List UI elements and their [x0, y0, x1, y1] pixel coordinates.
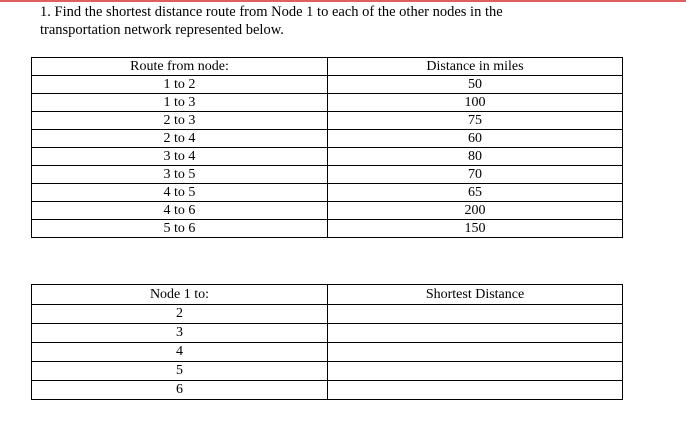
shortest-distance-answer-cell[interactable] [328, 362, 623, 381]
route-cell: 2 to 4 [32, 130, 328, 148]
question-line-2: transportation network represented below. [40, 22, 284, 38]
node-cell: 4 [32, 343, 328, 362]
table-row [32, 184, 623, 202]
route-cell: 1 to 3 [32, 94, 328, 112]
distance-cell: 60 [328, 130, 623, 148]
table-row [32, 381, 623, 400]
shortest-distance-answer-cell[interactable] [328, 381, 623, 400]
table-row [32, 94, 623, 112]
table-row [32, 343, 623, 362]
distance-cell: 70 [328, 166, 623, 184]
shortest-distance-answer-cell[interactable] [328, 343, 623, 362]
question-text [40, 3, 640, 39]
table-row [32, 202, 623, 220]
shortest-distance-answer-table [31, 284, 623, 400]
distance-cell: 65 [328, 184, 623, 202]
route-cell: 2 to 3 [32, 112, 328, 130]
route-cell: 3 to 5 [32, 166, 328, 184]
route-cell: 3 to 4 [32, 148, 328, 166]
route-cell: 4 to 6 [32, 202, 328, 220]
header-route-from-node: Route from node: [32, 58, 328, 76]
table-row [32, 362, 623, 381]
distance-cell: 200 [328, 202, 623, 220]
table-row [32, 166, 623, 184]
routes-distance-table [31, 57, 623, 238]
distance-cell: 80 [328, 148, 623, 166]
distance-cell: 100 [328, 94, 623, 112]
shortest-distance-answer-cell[interactable] [328, 305, 623, 324]
node-cell: 6 [32, 381, 328, 400]
table-row [32, 112, 623, 130]
table-row [32, 130, 623, 148]
table-header-row [32, 285, 623, 305]
route-cell: 4 to 5 [32, 184, 328, 202]
shortest-distance-answer-cell[interactable] [328, 324, 623, 343]
route-cell: 1 to 2 [32, 76, 328, 94]
node-cell: 5 [32, 362, 328, 381]
distance-cell: 50 [328, 76, 623, 94]
distance-cell: 150 [328, 220, 623, 238]
header-distance-in-miles: Distance in miles [328, 58, 623, 76]
table-header-row [32, 58, 623, 76]
table-row [32, 76, 623, 94]
top-divider-line [0, 0, 686, 2]
question-line-1: 1. Find the shortest distance route from Node 1 to each of the other nodes in the [40, 4, 503, 20]
table-row [32, 220, 623, 238]
distance-cell: 75 [328, 112, 623, 130]
node-cell: 2 [32, 305, 328, 324]
route-cell: 5 to 6 [32, 220, 328, 238]
node-cell: 3 [32, 324, 328, 343]
header-shortest-distance: Shortest Distance [328, 285, 623, 305]
table-row [32, 148, 623, 166]
table-row [32, 305, 623, 324]
table-row [32, 324, 623, 343]
header-node-1-to: Node 1 to: [32, 285, 328, 305]
